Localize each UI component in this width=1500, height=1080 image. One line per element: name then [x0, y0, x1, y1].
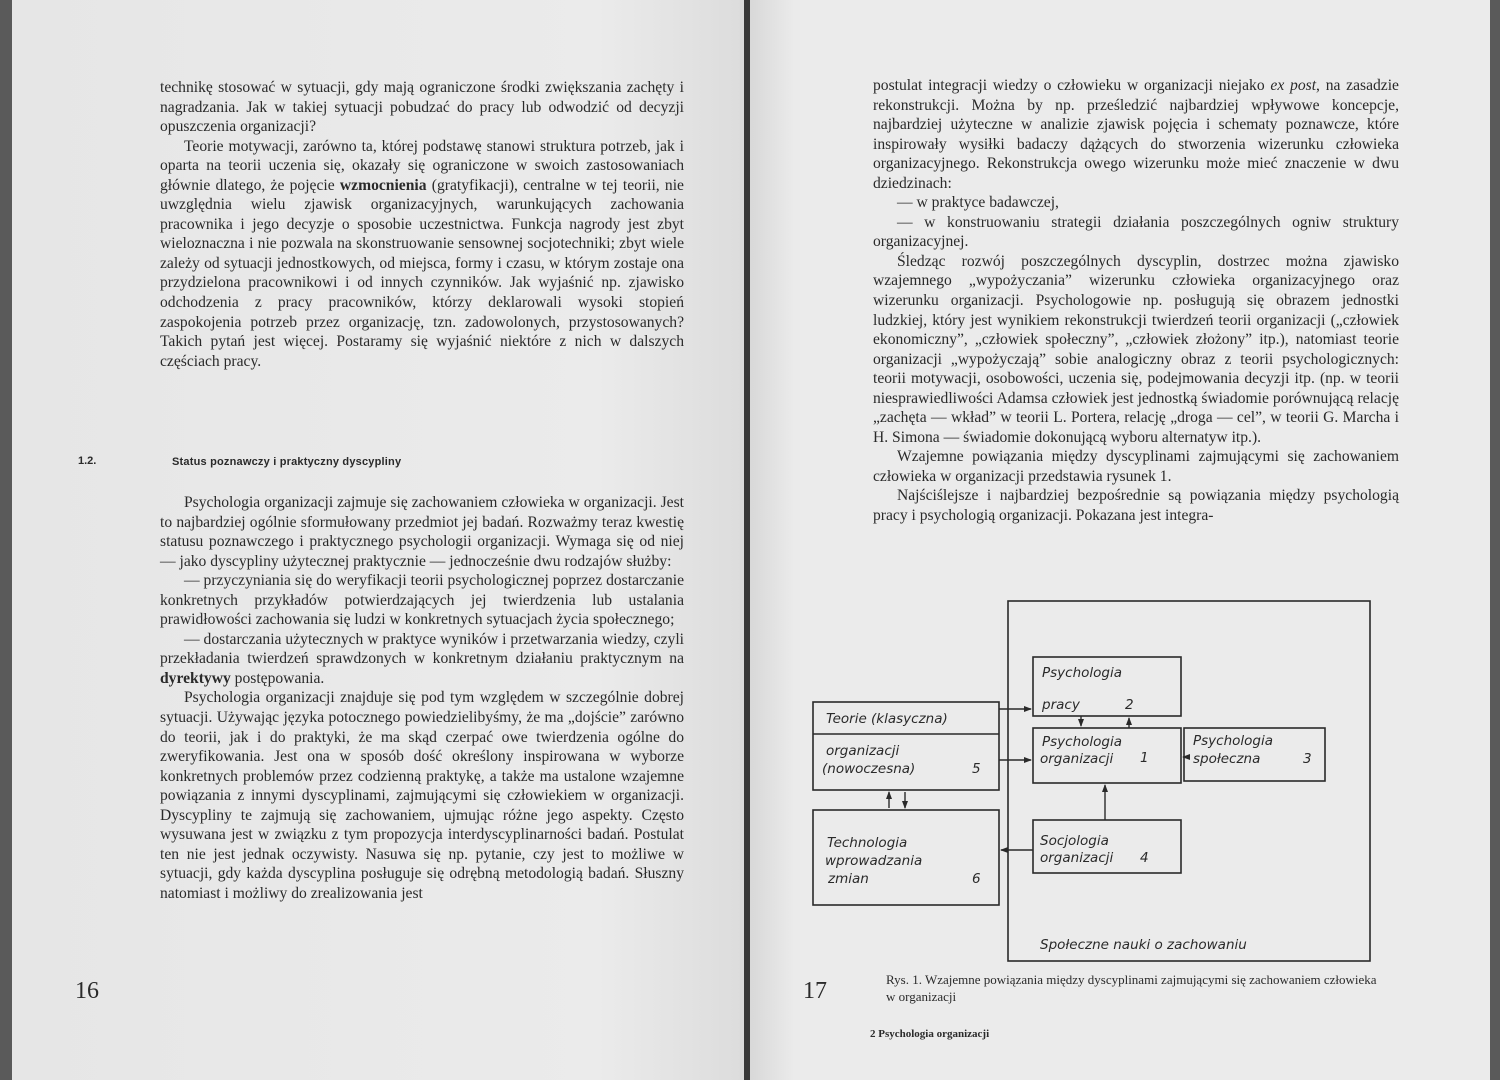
label-box-number: 1 [1140, 750, 1149, 766]
paragraph: Psychologia organizacji znajduje się pod tym względem w szczególnie dobrej sytuacji. Używając języka potocznego powiedzielibyśmy, że ma „dojście” zarówno do teorii, jak i do praktyki, że ma skąd czerpać owe twierdzenia ogólne do zweryfikowania. Jest ona w sposób dość określony inspirowana w wyborze konkretnych problemów przez codzienną praktykę, a także ma ustalone wzajemne powiązania z innymi dyscyplinami, zajmującymi się człowiekiem w organizacji. Dyscypliny te zajmują się zachowaniem, ujmując różne jego aspekty. Często wysuwana jest w związku z tym propozycja interdyscyplinarności badań. Postulat ten nie jest jednak oczywisty. Nasuwa się np. pytanie, czy jest to możliwe w sytuacji, gdy każda dyscyplina posługuje się odrębną metodologią badań. Słuszny natomiast i możliwy do zrealizowania jest [160, 689, 684, 902]
label-teorie-bottom: organizacji [826, 743, 900, 759]
left-text-bottom [160, 493, 684, 903]
paragraph: Najściślejsze i najbardziej bezpośrednie są powiązania między psychologią pracy i psychologią organizacji. Pokazana jest integra- [873, 487, 1399, 525]
label-spoleczna: społeczna [1193, 751, 1261, 767]
paragraph: — przyczyniania się do weryfikacji teorii psychologicznej poprzez dostarczanie konkretnych przykładów potwierdzających jej twierdzenia lub ustalania prawidłowości zachowania się ludzi w konkretnych sytuacjach życia społecznego; [160, 572, 684, 629]
list-item: — w praktyce badawczej, [897, 194, 1059, 212]
paragraph: Wzajemne powiązania między dyscyplinami zajmującymi się zachowaniem człowieka w organizacji przedstawia rysunek 1. [873, 448, 1399, 485]
signature-mark: 2 Psychologia organizacji [870, 1028, 990, 1040]
paragraph: postulat integracji wiedzy o człowieku w organizacji niejako ex post, na zasadzie rekonstrukcji. Można by np. prześledzić najbardziej wpływowe koncepcje, najbardziej użyteczne w analizie zjawisk pojęcia i schematy poznawcze, które inspirowały wysiłki badaczy dążących do stworzenia wizerunku człowieka organizacyjnego. Rekonstrukcja owego wizerunku może mieć znaczenie w dwu dziedzinach: [873, 77, 1399, 192]
label-teorie-bottom: (nowoczesna) [822, 761, 916, 777]
figure-caption: Rys. 1. Wzajemne powiązania między dyscyplinami zajmującymi się zachowaniem człowieka w organizacji [886, 972, 1377, 1004]
label-socjologia: Socjologia [1040, 833, 1109, 849]
label-socjologia: organizacji [1040, 850, 1114, 866]
bold-term: dyrektywy [160, 669, 231, 687]
paragraph: Psychologia organizacji zajmuje się zachowaniem człowieka w organizacji. Jest to najbardziej ogólnie sformułowany przedmiot jej badań. Rozważmy teraz kwestię statusu poznawczego i praktycznego psychologii organizacji. Wymaga się od niej — jako dyscypliny użytecznej praktycznie — jednocześnie dwu rodzajów służby: [160, 494, 684, 570]
label-box-number: 5 [972, 761, 981, 777]
label-box-number: 3 [1303, 751, 1312, 767]
label-box-number: 6 [972, 871, 981, 887]
left-page [12, 0, 745, 1080]
label-box-number: 2 [1125, 697, 1134, 713]
discipline-diagram [750, 0, 1490, 1080]
left-text-top [160, 78, 684, 371]
book-edge-left [0, 0, 12, 1080]
italic-term: ex post [1270, 77, 1317, 94]
paragraph: — dostarczania użytecznych w praktyce wyników i przetwarzania wiedzy, czyli przekładania twierdzeń sprawdzonych w konkretnym działaniu praktycznym na dyrektywy postępowania. [160, 630, 684, 687]
section-title: Status poznawczy i praktyczny dyscypliny [172, 456, 402, 468]
label-pracy: Psychologia [1042, 665, 1123, 681]
label-organizacji: organizacji [1040, 751, 1114, 767]
paragraph: technikę stosować w sytuacji, gdy mają ograniczone środki zwiększania zachęty i nagradzania. Jak w takiej sytuacji pobudzać do pracy lub odwodzić od decyzji opuszczenia organizacji? [160, 79, 684, 136]
book-edge-right [1490, 0, 1500, 1080]
label-box-number: 4 [1140, 850, 1149, 866]
page-number: 17 [803, 978, 827, 1004]
label-pracy: pracy [1042, 697, 1080, 713]
label-technologia: wprowadzania [825, 853, 923, 869]
section-number: 1.2. [78, 455, 97, 467]
label-technologia: Technologia [827, 835, 908, 851]
bold-term: wzmocnienia [339, 176, 427, 194]
paragraph: Teorie motywacji, zarówno ta, której podstawę stanowi struktura potrzeb, jak i oparta na teorii uczenia się, okazały się ograniczone w swoich zastosowaniach głównie dlatego, że pojęcie wzmocnienia (gratyfikacji), centralne w tej teorii, nie uwzględnia wielu zjawisk organizacyjnych, warunkujących zachowania pracownika i jego decyzje o sposobie uczestnictwa. Funkcja nagrody jest zbyt wieloznaczna i nie pozwala na skonstruowanie sensownej socjotechniki; zbyt wiele zależy od sytuacji jednostkowych, od miejsca, formy i czasu, w którym zostaje ona przydzielona pracownikowi i od innych czynników. Jak wyjaśnić np. zjawisko odchodzenia z pracy pracowników, którzy deklarowali wysoki stopień zaspokojenia potrzeb przez organizację, tzn. zadowolonych, przystosowanych? Takich pytań jest więcej. Postaramy się wyjaśnić niektóre z nich w dalszych częściach pracy. [160, 137, 684, 370]
label-outer: Społeczne nauki o zachowaniu [1040, 937, 1247, 953]
label-technologia: zmian [828, 871, 869, 887]
list-item: — w konstruowaniu strategii działania poszczególnych ogniw struktury organizacyjnej. [873, 213, 1399, 251]
right-page [750, 0, 1490, 1080]
paragraph: Śledząc rozwój poszczególnych dyscyplin, dostrzec można zjawisko wzajemnego „wypożyczania” wizerunku człowieka organizacyjnego oraz wizerunku organizacji. Psychologowie np. posługują się obrazem jednostki ludzkiej, który jest wynikiem rekonstrukcji twierdzeń teorii organizacji („człowiek ekonomiczny”, „człowiek społeczny”, „człowiek złożony” itp.), natomiast teorie organizacji „wypożyczają” sobie analogiczny obraz z teorii psychologicznych: teorii motywacji, osobowości, uczenia się, podejmowania decyzji itp. (np. w teorii niesprawiedliwości Adamsa człowiek jest jednostką świadomie porównującą relację „zachęta — wkład” w teorii L. Portera, relację „droga — cel”, w teorii G. Marcha i H. Simona — świadomie dokonującą wyboru alternatyw itp.). [873, 252, 1399, 446]
label-spoleczna: Psychologia [1193, 733, 1274, 749]
label-teorie-top: Teorie (klasyczna) [826, 711, 948, 727]
label-organizacji: Psychologia [1042, 734, 1123, 750]
page-number: 16 [75, 978, 99, 1004]
